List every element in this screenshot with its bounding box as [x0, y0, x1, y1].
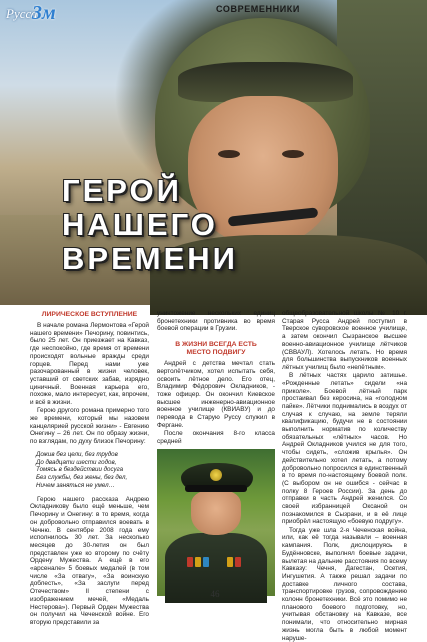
poem-line: Дожив без цели, без трудов [36, 450, 118, 458]
headline-line-2: НАШЕГО [62, 207, 218, 242]
page-number: 46 [210, 589, 220, 599]
subhead-line: МЕСТО ПОДВИГУ [186, 349, 246, 357]
paragraph: После окончания 8-го класса средней [157, 429, 275, 445]
article-column-1 [30, 310, 149, 626]
poem-line: До двадцати шести годов, [36, 458, 117, 466]
subhead-lyrical-intro: ЛИРИЧЕСКОЕ ВСТУПЛЕНИЕ [41, 311, 138, 318]
poem-quote [30, 451, 149, 490]
headline [62, 174, 292, 276]
officer-portrait-photo [157, 449, 275, 596]
section-label: СОВРЕМЕННИКИ [216, 4, 300, 14]
paragraph: уничтожение нескольких единиц бронетехники противника во время боевой операции в Грузии. [157, 310, 275, 333]
poem-line: Ничем заняться не умел… [36, 481, 115, 489]
article-column-2 [157, 310, 275, 586]
paragraph: общеобразовательной школы № 10 г. Старая Русса Андрей поступил в Тверское суворовское военное училище, а затем окончил Сызранское высшее военно-авиационное училище лётчиков (СВВАУЛ). Хотелось летать. Но время для большинства выпускников военных лётных училищ было «нелётным». [282, 310, 407, 371]
headline-line-3: ВРЕМЕНИ [62, 241, 238, 276]
subhead-place-for-feat [157, 341, 275, 357]
logo-number: 3м [32, 2, 56, 24]
paragraph: В начале романа Лермонтова «Герой нашего времени» Печорину, повинтись, было 25 лет. Он приезжает на Кавказ, где неспокойно, где время от времени происходят вольные вражды среди горцев. Перед нами уже разочарованный в жизни человек, уставший от светских забав, изрядно циничный. Военная карьера его, похоже, мало интересует, как, впрочем, и всё в жизни. [30, 322, 149, 407]
hero-photo-pilot [0, 0, 427, 305]
logo-script: Русса [6, 6, 38, 21]
subhead-line: В ЖИЗНИ ВСЕГДА ЕСТЬ [175, 341, 257, 349]
poem-line: Томясь в бездействии досуга [36, 466, 124, 474]
paragraph: Тогда уже шла 2-я Чеченская война, или, как её тогда называли – военная кампания. Полк, дислоцируясь в Будённовске, выполнял боевые задачи, вылетая на дальние расстояния по всему Кавказу: Чечня, Дагестан, Осетия, Ингушетия. А также решал задачи по доставке личного состава, транспортировке грузов, сопровождению колонн бронетехники. Всё это помимо не планового боевого подготовку, но, учитывая обстановку на Кавказе, все понимали, что относительно мирная жизнь могла быть в любой момент наруше- [282, 526, 407, 642]
magazine-logo [6, 4, 68, 30]
article-column-3 [282, 310, 407, 642]
paragraph: Андрей с детства мечтал стать вертолётчиком, хотел испытать себя, освоить лётное дело. Его отец, Владимир Фёдорович Окладников, - тоже офицер. Он окончил Киевское высшее инженерно-авиационное военное училище (КВИАВУ) и до перевода в Старую Руссу служил в Фергане. [157, 360, 275, 429]
paragraph: В лётных частях царило затишье. «Рожденные летать» сидели «на приколе». Боевой лётный парк простаивал без керосина, на «голодном пайке». Лётчики поднимались в воздух от случая к случаю, на земле теряли квалификацию, будучи не в состоянии выполнить норматив по количеству обязательных «лётных» часов. Но Андрей Окладников учился не для того, чтобы сидеть, «сложив крылья». Он действительно хотел летать, а потому добровольно попросился в единственный в то время по-настоящему боевой полк. (С выбором он не ошибся - сейчас в полку 8 Героев России). За день до отправки в часть Андрей женился. Со своей избранницей Оксаной он познакомился в Сызрани, и в её лице приобрёл настоящую «боевую подругу». [282, 372, 407, 526]
paragraph: Герою другого романа примерно того же времени, который мы назовем канцелярией русской жизни» - Евгению Онегину – 26 лет. Он по образу жизни, по взглядам, по духу близок Печорину: [30, 407, 149, 446]
poem-line: Без службы, без жены, без дел, [36, 474, 128, 482]
paragraph: Герою нашего рассказа Андрею Окладникову было ещё меньше, чем Печорину и Онегину: в то время, когда он добровольно отправился воевать в Чечню. В сентябре 2008 года ему исполнилось 30 лет. За несколько месяцев до 30-летия он был представлен уже ко второму по счёту Ордену Мужества. А ещё в его «арсенале» 5 боевых медалей (в том числе «За отвагу», «За воинскую доблесть», «За заслуги перед Отечеством» II степени с изображением мечей, «Медаль Нестерова»). Первый Орден Мужества он получил на Чеченской войне. Его вторую представили за [30, 495, 149, 626]
headline-line-1: ГЕРОЙ [62, 173, 182, 208]
